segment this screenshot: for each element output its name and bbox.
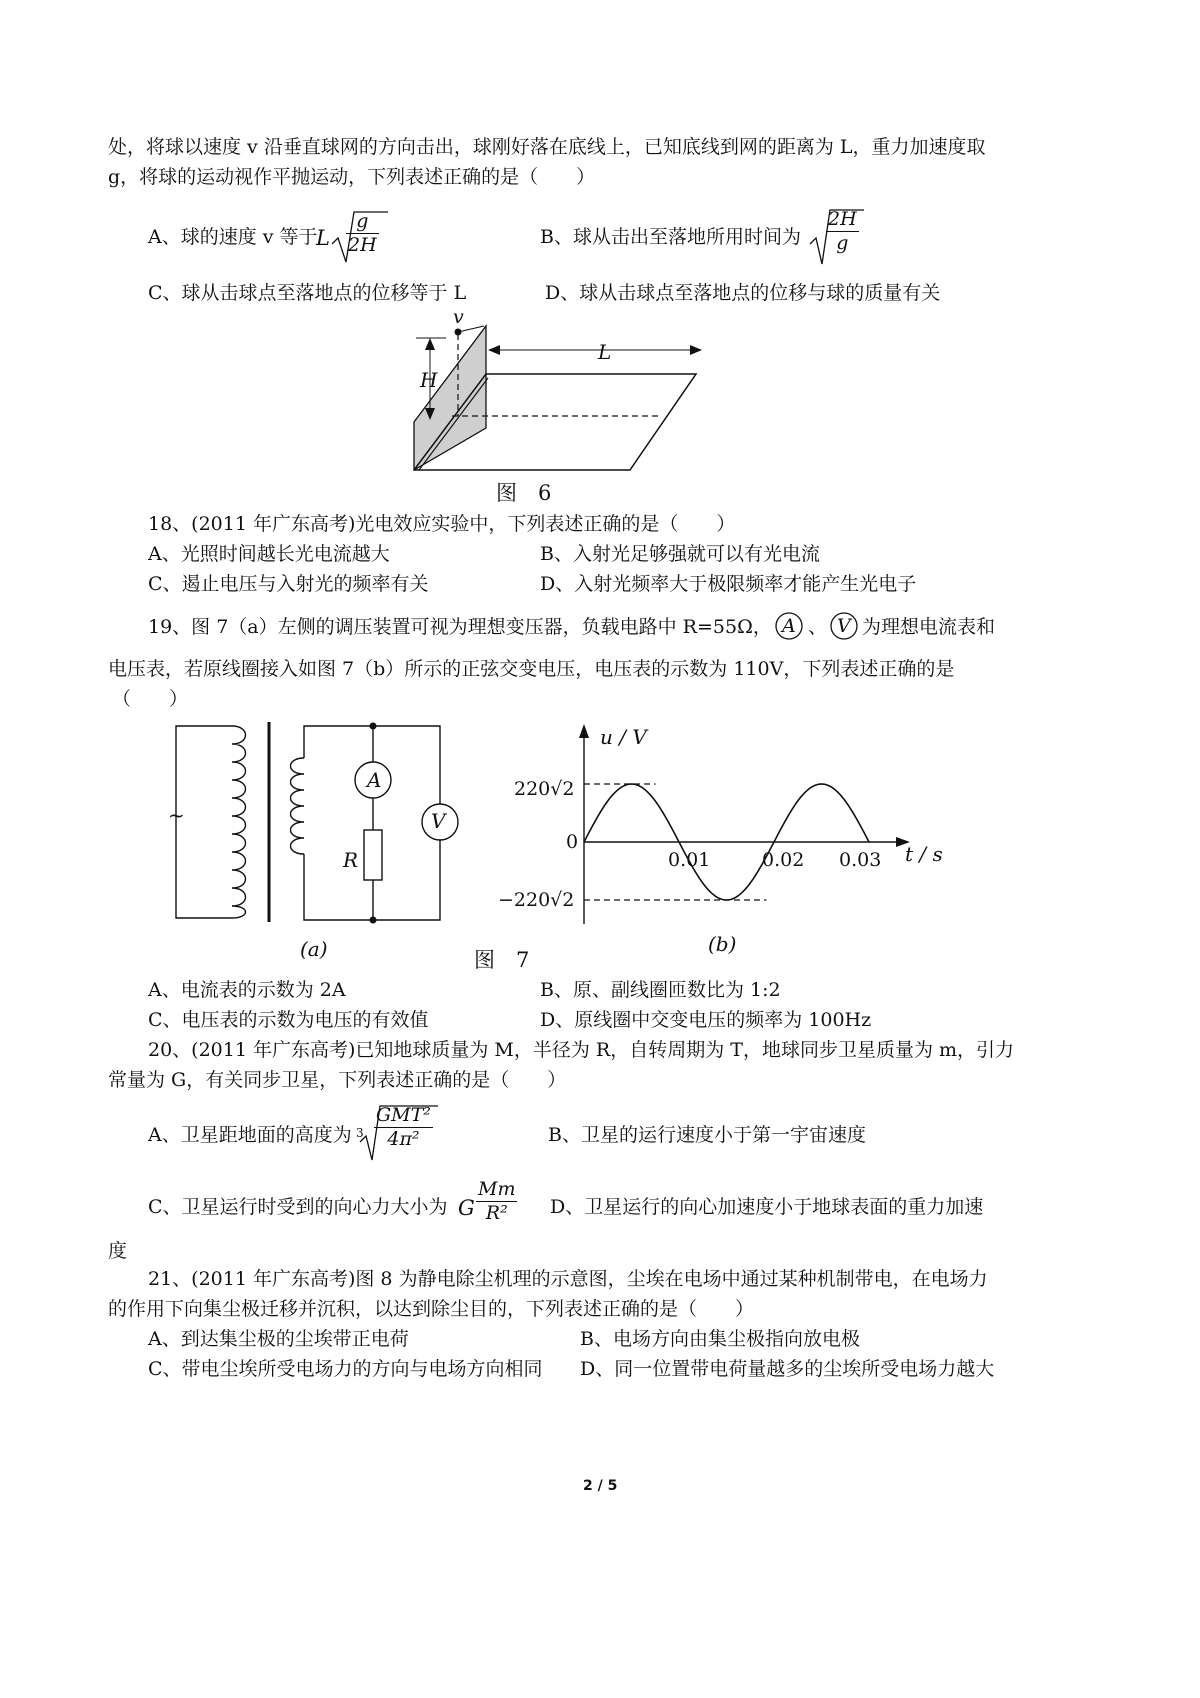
q19-stem-part2: 为理想电流表和: [862, 616, 996, 638]
q20-option-d-continued: 度: [108, 1240, 128, 1262]
q17-option-b-fraction: $\frac{2H}{g}$: [828, 208, 857, 254]
q21-stem-line2: 的作用下向集尘极迁移并沉积，以达到除尘目的，下列表述正确的是（ ）: [108, 1298, 755, 1320]
q17-option-b-text: B、球从击出至落地所用时间为: [540, 226, 801, 248]
q21-option-c: C、带电尘埃所受电场力的方向与电场方向相同: [148, 1358, 543, 1380]
q21-option-d: D、同一位置带电荷量越多的尘埃所受电场力越大: [580, 1358, 995, 1380]
q18-option-c: C、遏止电压与入射光的频率有关: [148, 573, 429, 595]
q19-stem-line3: （ ）: [112, 688, 189, 710]
q20-option-c-text: C、卫星运行时受到的向心力大小为: [148, 1196, 448, 1218]
q19-stem-part1: 19、图 7（a）左侧的调压装置可视为理想变压器，负载电路中 R=55Ω，: [148, 616, 772, 638]
q18-option-a: A、光照时间越长光电流越大: [148, 543, 390, 565]
q20-stem-line2: 常量为 G，有关同步卫星，下列表述正确的是（ ）: [108, 1069, 567, 1091]
ac-source-tilde: ~: [168, 803, 185, 827]
q20-option-a-root-index: 3: [356, 1126, 364, 1140]
figure-7a-label: (a): [300, 937, 328, 961]
q18-stem: 18、(2011 年广东高考)光电效应实验中，下列表述正确的是（ ）: [148, 513, 736, 535]
chart-xtick-3: 0.03: [839, 849, 882, 871]
q20-option-d: D、卫星运行的向心加速度小于地球表面的重力加速: [550, 1196, 984, 1218]
q20-option-b: B、卫星的运行速度小于第一宇宙速度: [548, 1124, 866, 1146]
ammeter-label: A: [367, 768, 382, 792]
q17-option-a-L: L: [316, 226, 330, 250]
chart-x-label: t / s: [905, 842, 943, 866]
q19-meter-v-label: V: [837, 615, 851, 637]
resistor-label: R: [343, 848, 359, 872]
q17-option-a-text: A、球的速度 v 等于: [148, 226, 318, 248]
q17-option-a-fraction: $\frac{g}{2H}$: [348, 210, 377, 256]
intro-line-2: g，将球的运动视作平抛运动，下列表述正确的是（ ）: [108, 166, 596, 188]
figure-6-label-v: v: [453, 306, 464, 328]
chart-ytick-zero: 0: [566, 831, 579, 853]
q19-separator: 、: [808, 616, 828, 638]
intro-line-1: 处，将球以速度 v 沿垂直球网的方向击出，球刚好落在底线上，已知底线到网的距离为 L，重力加速度取: [108, 136, 986, 158]
chart-xtick-1: 0.01: [668, 849, 711, 871]
chart-xtick-2: 0.02: [762, 849, 805, 871]
figure-7b-label: (b): [708, 932, 737, 956]
q19-meter-a-label: A: [782, 615, 796, 637]
q20-option-a-text: A、卫星距地面的高度为: [148, 1124, 352, 1146]
q20-option-a-fraction: $\frac{\text{GMT²}}{\text{4π²}}$: [376, 1104, 431, 1150]
y-axis-arrow: [579, 724, 589, 738]
figure-7-caption: 图 7: [474, 948, 530, 972]
q17-option-c: C、球从击球点至落地点的位移等于 L: [148, 282, 467, 304]
q19-option-a: A、电流表的示数为 2A: [148, 979, 346, 1001]
figure-6-label-H: H: [420, 368, 438, 392]
q19-option-b: B、原、副线圈匝数比为 1:2: [540, 979, 781, 1001]
figure-6-caption: 图 6: [496, 481, 552, 505]
chart-y-label: u / V: [600, 725, 647, 749]
q20-option-c-G: G: [458, 1196, 475, 1220]
voltmeter-label: V: [431, 809, 446, 833]
q19-stem-line2: 电压表，若原线圈接入如图 7（b）所示的正弦交变电压，电压表的示数为 110V，下列表述正确的是: [108, 658, 955, 680]
q21-option-a: A、到达集尘极的尘埃带正电荷: [148, 1328, 409, 1350]
q17-option-d: D、球从击球点至落地点的位移与球的质量有关: [545, 282, 941, 304]
q19-option-d: D、原线圈中交变电压的频率为 100Hz: [540, 1009, 872, 1031]
figure-6-label-L: L: [598, 340, 612, 364]
figure-7a-circuit: [170, 718, 460, 928]
page-number: 2 / 5: [583, 1478, 618, 1494]
figure-6-diagram: [400, 306, 720, 476]
q20-option-c-fraction: $\frac{Mm}{\text{R²}}$: [478, 1178, 516, 1224]
chart-ytick-pos: 220√2: [514, 778, 575, 800]
q18-option-d: D、入射光频率大于极限频率才能产生光电子: [540, 573, 917, 595]
q20-stem-line1: 20、(2011 年广东高考)已知地球质量为 M，半径为 R，自转周期为 T，地球同步卫星质量为 m，引力: [148, 1039, 1015, 1061]
q21-option-b: B、电场方向由集尘极指向放电极: [580, 1328, 860, 1350]
q18-option-b: B、入射光足够强就可以有光电流: [540, 543, 820, 565]
chart-ytick-neg: −220√2: [498, 889, 575, 911]
q19-option-c: C、电压表的示数为电压的有效值: [148, 1009, 429, 1031]
q21-stem-line1: 21、(2011 年广东高考)图 8 为静电除尘机理的示意图，尘埃在电场中通过某种机制带电，在电场力: [148, 1268, 988, 1290]
